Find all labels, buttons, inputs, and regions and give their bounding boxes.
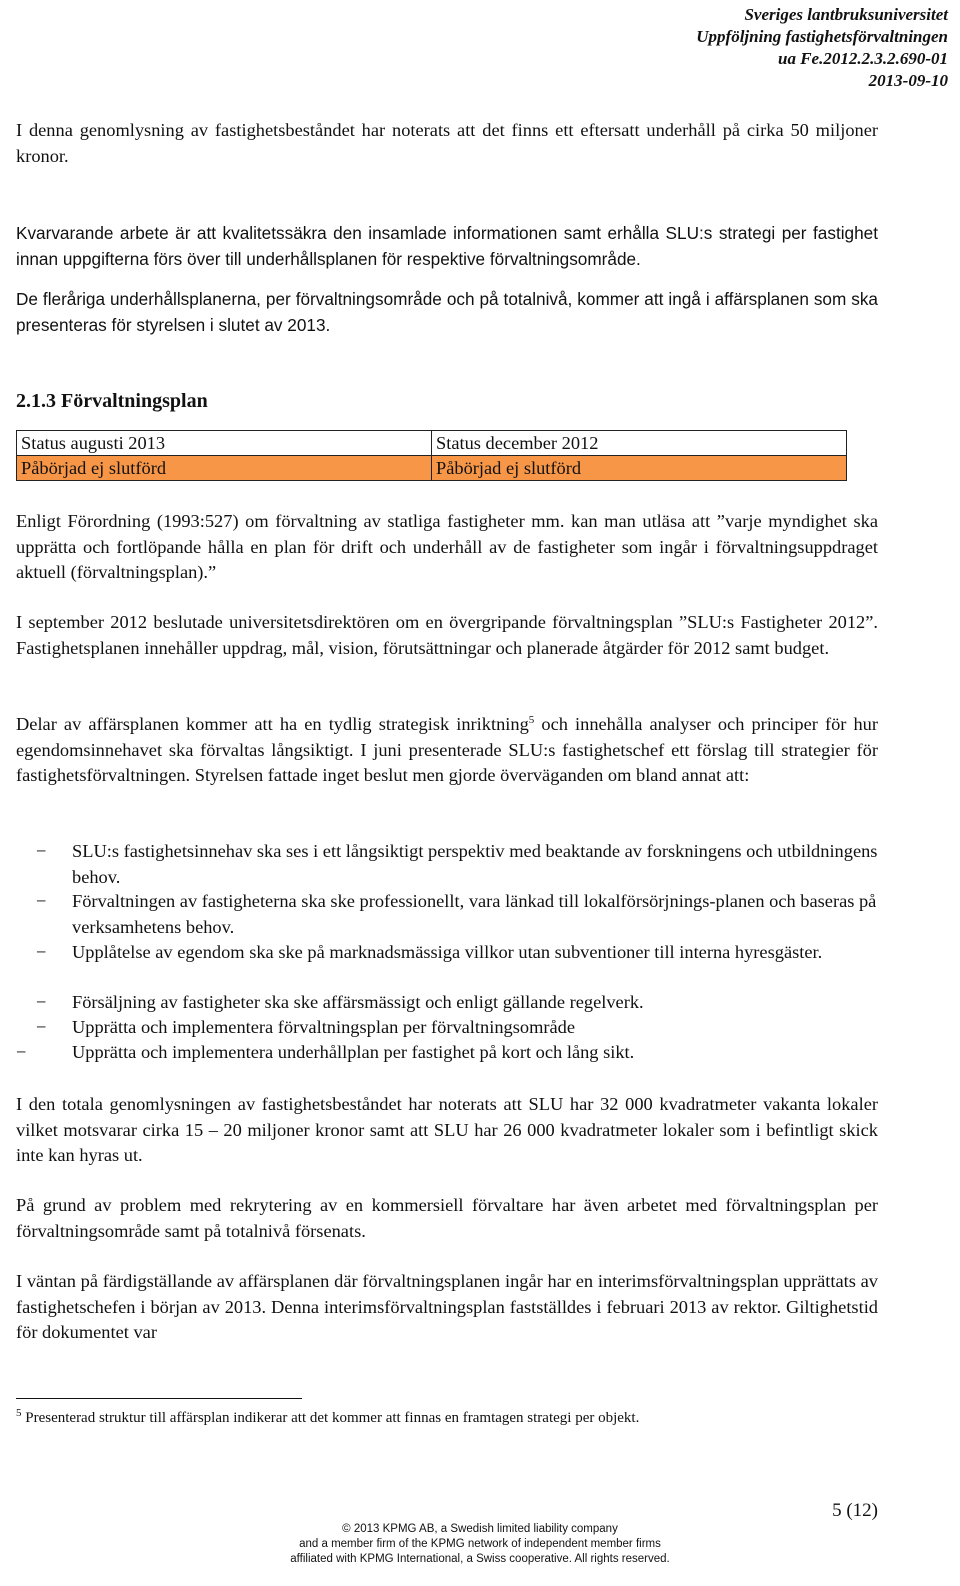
bullet-dash: − — [36, 891, 47, 911]
footnote-reference: 5 — [528, 713, 535, 726]
footnote-number: 5 — [16, 1407, 22, 1419]
bullet-dash: − — [16, 1042, 27, 1062]
status-december-value: Påbörjad ej slutförd — [432, 456, 847, 481]
business-plan-text-a: Delar av affärsplanen kommer att ha en tydlig strategisk inriktning — [16, 714, 529, 734]
bullet-dash: − — [36, 1017, 47, 1037]
paragraph-interim-plan: I väntan på färdigställande av affärsplanen där förvaltningsplanen ingår har en interimsförvaltningsplan upprättats av fastighetschefen i början av 2013. Denna interimsförvaltningsplan fastställdes i februari 2013 av rektor. Giltighetstid för dokumentet var — [16, 1271, 878, 1342]
header-date: 2013-09-10 — [868, 71, 948, 90]
footnote — [16, 1408, 639, 1428]
bullet-dash: − — [36, 992, 47, 1012]
paragraph-recruitment: På grund av problem med rekrytering av en kommersiell förvaltare har även arbetet med förvaltningsplan per förvaltningsområde samt på totalnivå försenats. — [16, 1195, 878, 1241]
bullet-item: SLU:s fastighetsinnehav ska ses i ett långsiktigt perspektiv med beaktande av forskningens och utbildningens behov. — [72, 841, 878, 887]
paragraph-business-plan — [16, 712, 878, 789]
bullet-dash: − — [36, 841, 47, 861]
bullet-item: Upprätta och implementera underhållplan per fastighet på kort och lång sikt. — [72, 1042, 635, 1062]
footer-copyright: © 2013 KPMG AB, a Swedish limited liability company — [342, 1523, 618, 1535]
status-table — [16, 430, 847, 481]
paragraph-september-plan: I september 2012 beslutade universitetsdirektören om en övergripande förvaltningsplan ”SLU:s Fastigheter 2012”. Fastighetsplanen innehåller uppdrag, mål, vision, förutsättningar och planerade åtgärder för 2012 samt budget. — [16, 612, 878, 658]
bullet-item: Upprätta och implementera förvaltningsplan per förvaltningsområde — [72, 1017, 576, 1037]
page-number: 5 (12) — [832, 1500, 878, 1521]
status-august-header: Status augusti 2013 — [17, 431, 432, 456]
paragraph-ordinance: Enligt Förordning (1993:527) om förvaltning av statliga fastigheter mm. kan man utläsa att ”varje myndighet ska upprätta och fortlöpande hålla en plan för drift och underhåll av de fastigheter som ingår i förvaltningsuppdraget aktuell (förvaltningsplan).” — [16, 511, 878, 582]
status-december-header: Status december 2012 — [432, 431, 847, 456]
page-footer — [0, 1522, 960, 1567]
bullet-dash: − — [36, 942, 47, 962]
paragraph-remaining-work: Kvarvarande arbete är att kvalitetssäkra den insamlade informationen samt erhålla SLU:s strategi per fastighet innan uppgifterna förs över till underhållsplanen för respektive förvaltningsområde. — [16, 223, 878, 269]
bullet-item: Upplåtelse av egendom ska ske på marknadsmässiga villkor utan subventioner till interna hyresgäster. — [72, 942, 823, 962]
status-august-value: Påbörjad ej slutförd — [17, 456, 432, 481]
business-plan-text-b: och innehålla analyser och principer för hur egendomsinnehavet ska förvaltas långsiktigt. I juni presenterade SLU:s fastighetschef ett förslag till strategier för fastighetsförvaltningen. Styrelsen fattade inget beslut men gjorde överväganden om bland annat att: — [16, 714, 878, 785]
section-heading: 2.1.3 Förvaltningsplan — [16, 390, 208, 412]
footer-affiliation: affiliated with KPMG International, a Swiss cooperative. All rights reserved. — [290, 1553, 670, 1565]
bullet-item: Försäljning av fastigheter ska ske affärsmässigt och enligt gällande regelverk. — [72, 992, 644, 1012]
footer-member: and a member firm of the KPMG network of independent member firms — [299, 1538, 661, 1550]
bullet-item: Förvaltningen av fastigheterna ska ske professionellt, vara länkad till lokalförsörjnings-planen och baseras på verksamhetens behov. — [72, 891, 877, 937]
paragraph-vacant-premises: I den totala genomlysningen av fastighetsbeståndet har noterats att SLU har 32 000 kvadratmeter vakanta lokaler vilket motsvarar cirka 15 – 20 miljoner kronor samt att SLU har 26 000 kvadratmeter lokaler som i befintligt skick inte kan hyras ut. — [16, 1094, 878, 1165]
footnote-divider — [16, 1398, 302, 1399]
header-org: Sveriges lantbruksuniversitet — [744, 5, 948, 24]
paragraph-multiyear-plans: De fleråriga underhållsplanerna, per förvaltningsområde och på totalnivå, kommer att ingå i affärsplanen som ska presenteras för styrelsen i slutet av 2013. — [16, 289, 878, 335]
footnote-text: Presenterad struktur till affärsplan indikerar att det kommer att finnas en framtagen strategi per objekt. — [21, 1410, 640, 1426]
page-header — [696, 4, 948, 92]
paragraph-maintenance-backlog: I denna genomlysning av fastighetsbeståndet har noterats att det finns ett eftersatt underhåll på cirka 50 miljoner kronor. — [16, 120, 878, 166]
header-title: Uppföljning fastighetsförvaltningen — [696, 27, 948, 46]
header-reference: ua Fe.2012.2.3.2.690-01 — [778, 49, 948, 68]
